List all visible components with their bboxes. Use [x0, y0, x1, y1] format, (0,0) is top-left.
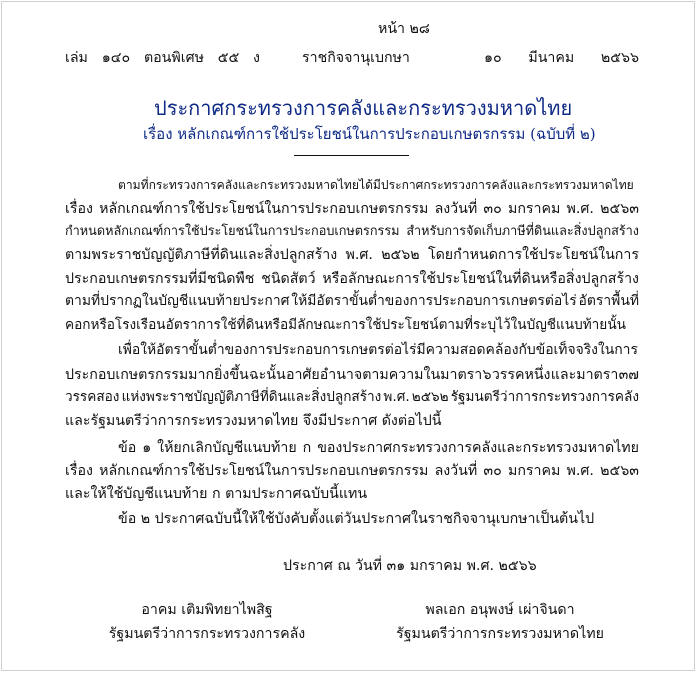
section-letter: ง: [253, 50, 260, 66]
text-run: ลงวันที่: [434, 201, 478, 217]
para2-line: [65, 391, 639, 405]
text-run: ๒๕๖๓: [600, 201, 639, 217]
text-run: คอกหรือโรงเรือน: [65, 317, 166, 333]
clause1-line: [65, 464, 639, 478]
date-year: ๒๕๖๖: [600, 50, 639, 66]
text-run: ๒๕๖๒: [411, 389, 449, 405]
para1-line: [65, 225, 639, 238]
signature-finance: [92, 603, 322, 641]
text-run: ๒๕๖๒: [381, 247, 420, 263]
date-day: ๑๐: [484, 50, 502, 66]
signer-name: พลเอก อนุพงษ์ เผ่าจินดา: [425, 602, 575, 618]
para1-line: [65, 202, 639, 216]
signer-position: รัฐมนตรีว่าการกระทรวงมหาดไทย: [396, 626, 604, 643]
text-run: ให้มีอัตราขั้นต่ำของการประกอบการเกษตรต่อไร่: [291, 293, 577, 309]
page-number: หน้า ๒๘: [378, 21, 430, 37]
text-run: หลักเกณฑ์การใช้ประโยชน์ในการประกอบเกษตรกรรม: [99, 201, 429, 217]
text-run: หรือลักษณะการใช้ประโยชน์ในที่ดินหรือสิ่งปลูกสร้าง: [322, 271, 639, 287]
announcement-title: ประกาศกระทรวงการคลังและกระทรวงมหาดไทย: [154, 96, 573, 120]
issue-number: ๕๕: [217, 50, 240, 66]
text-run: ข้อ: [118, 440, 137, 456]
announcement-subject: เรื่อง หลักเกณฑ์การใช้ประโยชน์ในการประกอบเกษตรกรรม (ฉบับที่ ๒): [143, 125, 596, 143]
signature-interior: [375, 603, 625, 641]
text-run: ก: [302, 440, 312, 456]
text-run: วรรคสอง: [65, 389, 120, 405]
text-run: ๓๗: [618, 367, 639, 383]
text-run: พ.ศ.: [566, 463, 594, 479]
text-run: ประกอบเกษตรกรรมที่มีชนิดพืช: [65, 271, 255, 287]
text-run: แห่งพระราชบัญญัติภาษีที่ดินและสิ่งปลูกสร้าง: [121, 389, 382, 405]
text-run: มกราคม: [507, 201, 561, 217]
text-run: ฉะนั้น: [248, 367, 286, 383]
para1-line: [65, 319, 626, 333]
text-run: ประกอบเกษตรกรรมมากยิ่งขึ้น: [65, 367, 249, 383]
para2-line: [118, 344, 639, 358]
text-run: ตามที่ปรากฏในบัญชีแนบท้ายประกาศ: [65, 293, 290, 309]
text-run: กำหนดหลักเกณฑ์การใช้ประโยชน์ในการประกอบเกษตรกรรม: [65, 223, 400, 238]
text-run: วรรคหนึ่ง: [491, 367, 551, 383]
text-run: ชนิดสัตว์: [261, 271, 316, 287]
text-run: และมาตรา: [550, 367, 619, 383]
text-run: ของประกาศกระทรวงการคลังและกระทรวงมหาดไทย: [317, 440, 639, 456]
text-run: ลงวันที่: [434, 463, 478, 479]
text-run: หลักเกณฑ์การใช้ประโยชน์ในการประกอบเกษตรกรรม: [99, 463, 429, 479]
text-run: เรื่อง: [65, 463, 93, 479]
text-run: อัตราพื้นที่: [578, 293, 639, 309]
text-run: ๓๐: [483, 201, 502, 217]
text-run: นั้น: [607, 317, 626, 333]
text-run: มกราคม: [507, 463, 561, 479]
text-run: เรื่อง: [65, 201, 93, 217]
text-run: ให้ยกเลิกบัญชีแนบท้าย: [157, 440, 297, 456]
text-run: ๖: [482, 367, 492, 383]
para2-line: และรัฐมนตรีว่าการกระทรวงมหาดไทย จึงมีประกาศ ดังต่อไปนี้: [65, 413, 442, 429]
text-run: พ.ศ.: [566, 201, 594, 217]
clause1-line: [118, 441, 639, 455]
text-run: เพื่อให้อัตราขั้นต่ำของการประกอบการเกษตรต่อไร่มีความสอดคล้องกับข้อเท็จจริงในการ: [118, 342, 638, 358]
title-divider: [294, 155, 409, 156]
clause2-text: ข้อ ๒ ประกาศฉบับนี้ให้ใช้บังคับตั้งแต่วันประกาศในราชกิจจานุเบกษาเป็นต้นไป: [118, 511, 595, 527]
text-run: สำหรับการจัดเก็บภาษีที่ดินและสิ่งปลูกสร้าง: [406, 223, 639, 238]
gazette-name: ราชกิจจานุเบกษา: [302, 50, 410, 66]
para1-line: [118, 179, 639, 191]
text-run: ๒๕๖๓: [600, 463, 639, 479]
para1-line: [65, 248, 639, 262]
text-run: พ.ศ.: [345, 247, 373, 263]
announcement-date: ประกาศ ณ วันที่ ๓๑ มกราคม พ.ศ. ๒๕๖๖: [283, 558, 537, 574]
text-run: ๓๐: [483, 463, 502, 479]
signer-name: อาคม เติมพิทยาไพสิฐ: [141, 602, 273, 618]
volume-label: เล่ม: [65, 50, 88, 66]
para1-line: [65, 295, 639, 309]
volume-number: ๑๔๐: [101, 50, 131, 66]
text-run: ตามพระราชบัญญัติภาษีที่ดินและสิ่งปลูกสร้าง: [65, 247, 338, 263]
text-run: พ.ศ.: [383, 389, 410, 405]
para2-line: [65, 368, 639, 382]
text-run: ตามที่กระทรวงการคลังและกระทรวงมหาดไทยได้มีประกาศกระทรวงการคลังและกระทรวงมหาดไทย: [118, 178, 634, 192]
signer-position: รัฐมนตรีว่าการกระทรวงการคลัง: [108, 626, 306, 643]
text-run: รัฐมนตรีว่าการกระทรวงการคลัง: [450, 389, 639, 405]
date-month: มีนาคม: [528, 50, 575, 66]
clause1-line: และให้ใช้บัญชีแนบท้าย ก ตามประกาศฉบับนี้แทน: [65, 486, 368, 502]
text-run: โดยกำหนดการใช้ประโยชน์ในการ: [427, 247, 639, 263]
text-run: อัตราการใช้ที่ดินหรือมีลักษณะการใช้ประโยชน์ตามที่ระบุไว้ในบัญชีแนบท้าย: [165, 317, 608, 333]
volume-info: [65, 51, 260, 65]
text-run: ๑: [142, 440, 152, 456]
text-run: อาศัยอำนาจตามความในมาตรา: [285, 367, 483, 383]
para1-line: [65, 272, 639, 286]
issue-label: ตอนพิเศษ: [143, 50, 204, 66]
gazette-date: [484, 51, 639, 65]
